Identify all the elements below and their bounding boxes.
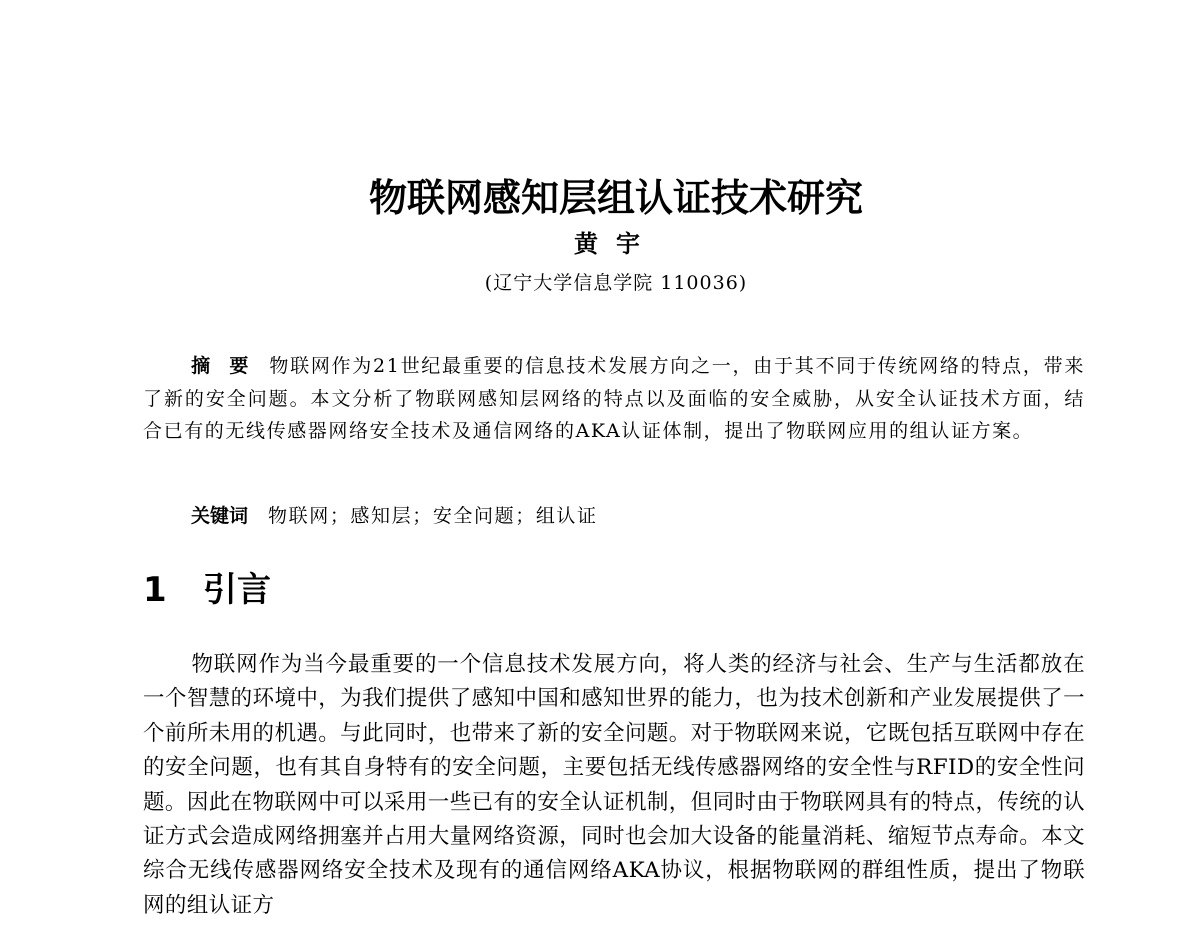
section-number: 1 [143, 570, 167, 610]
section-title: 引言 [203, 570, 271, 610]
author-affiliation: (辽宁大学信息学院 110036) [484, 272, 748, 294]
abstract-text: 物联网作为21世纪最重要的信息技术发展方向之一，由于其不同于传统网络的特点，带来了新的安全问题。本文分析了物联网感知层网络的特点以及面临的安全威胁，从安全认证技术方面，结合已有的无线传感器网络安全技术及通信网络的AKA认证体制，提出了物联网应用的组认证方案。 [143, 355, 1085, 442]
paper-title: 物联网感知层组认证技术研究 [368, 176, 863, 220]
section-paragraph [143, 648, 1085, 923]
keywords-text: 物联网；感知层；安全问题；组认证 [268, 505, 598, 527]
section-heading [143, 565, 271, 615]
abstract-label: 摘 要 [191, 355, 249, 377]
keywords-block [191, 500, 1081, 532]
paper-author: 黄宇 [574, 230, 658, 258]
paragraph-text: 物联网作为当今最重要的一个信息技术发展方向，将人类的经济与社会、生产与生活都放在一个智慧的环境中，为我们提供了感知中国和感知世界的能力，也为技术创新和产业发展提供了一个前所未用的机遇。与此同时，也带来了新的安全问题。对于物联网来说，它既包括互联网中存在的安全问题，也有其自身特有的安全问题，主要包括无线传感器网络的安全性与RFID的安全性问题。因此在物联网中可以采用一些已有的安全认证机制，但同时由于物联网具有的特点，传统的认证方式会造成网络拥塞并占用大量网络资源，同时也会加大设备的能量消耗、缩短节点寿命。本文综合无线传感器网络安全技术及现有的通信网络AKA协议，根据物联网的群组性质，提出了物联网的组认证方 [143, 652, 1085, 918]
keywords-label: 关键词 [191, 505, 249, 527]
abstract-block [143, 350, 1085, 448]
